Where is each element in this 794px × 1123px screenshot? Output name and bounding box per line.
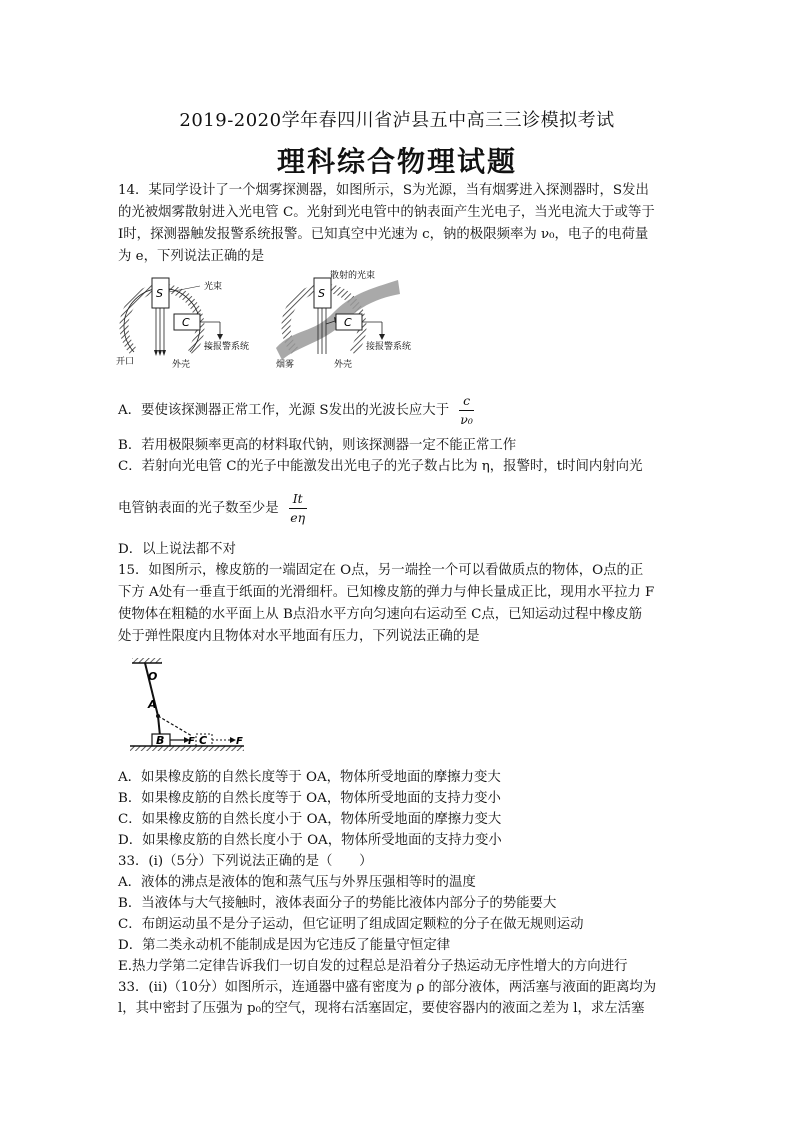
phototube-c-label: C (344, 316, 352, 329)
q14-option-d: D．以上说法都不对 (118, 542, 236, 557)
q15-line-2: 下方 A处有一垂直于纸面的光滑细杆。已知橡皮筋的弹力与伸长量成正比，现用水平拉力 F (118, 585, 655, 600)
exam-title: 2019-2020学年春四川省泸县五中高三三诊模拟考试 (179, 110, 615, 131)
q14-line-2: 的光被烟雾散射进入光电管 C。光射到光电管中的钠表面产生光电子，当光电流大于或等于 (118, 205, 655, 220)
point-c-label: C (199, 734, 208, 747)
q15-option-c: C．如果橡皮筋的自然长度小于 OA，物体所受地面的摩擦力变大 (118, 812, 502, 827)
fraction-denominator: ν₀ (460, 412, 473, 427)
q15-option-d: D．如果橡皮筋的自然长度小于 OA，物体所受地面的支持力变小 (118, 833, 502, 848)
scattered-beam-label: 散射的光束 (330, 271, 376, 281)
q33i-option-b: B．当液体与大气接触时，液体表面分子的势能比液体内部分子的势能要大 (118, 896, 557, 911)
q14-option-c-line-1: C．若射向光电管 C的光子中能激发出光电子的光子数占比为 η，报警时，t时间内射向光 (118, 459, 643, 474)
opening-label: 开口 (116, 357, 135, 367)
q33i-option-e: E.热力学第二定律告诉我们一切自发的过程总是沿着分子热运动无序性增大的方向进行 (118, 959, 628, 974)
q14-option-c-fraction (289, 492, 307, 525)
q14-line-3: I时，探测器触发报警系统报警。已知真空中光速为 c，钠的极限频率为 ν₀，电子的电荷量 (118, 227, 649, 242)
q33i-option-a: A．液体的沸点是液体的饱和蒸气压与外界压强相等时的温度 (118, 875, 476, 890)
q33ii-line-1: 33．(ii)（10分）如图所示，连通器中盛有密度为 ρ 的部分液体，两活塞与液面的距离均为 (118, 980, 657, 995)
detector-open-diagram (116, 278, 249, 370)
q14-option-a (118, 394, 474, 427)
q14-option-c-text: 电管钠表面的光子数至少是 (118, 501, 279, 516)
point-a-label: A (148, 698, 157, 711)
point-o-label: O (148, 670, 158, 683)
detector-smoke-diagram (276, 269, 411, 370)
q33i-stem: 33．(i)（5分）下列说法正确的是（ ） (118, 854, 373, 869)
q15-line-4: 处于弹性限度内且物体对水平地面有压力，下列说法正确的是 (118, 629, 480, 644)
fraction-numerator: c (459, 394, 474, 411)
force-f-label-2: F (236, 736, 243, 747)
q14-line-1: 14．某同学设计了一个烟雾探测器，如图所示，S为光源，当有烟雾进入探测器时，S发出 (118, 183, 649, 198)
smoke-detector-figure (112, 268, 432, 372)
shell-label: 外壳 (172, 360, 191, 370)
fraction-numerator: It (289, 492, 307, 509)
light-source-s-label: S (318, 287, 325, 300)
q15-line-1: 15．如图所示，橡皮筋的一端固定在 O点，另一端拴一个可以看做质点的物体，O点的正 (118, 563, 644, 578)
q33i-option-c: C．布朗运动虽不是分子运动，但它证明了组成固定颗粒的分子在做无规则运动 (118, 917, 584, 932)
q14-option-c-line-2 (118, 492, 307, 525)
shell-label: 外壳 (334, 360, 353, 370)
q14-option-a-text: A．要使该探测器正常工作，光源 S发出的光波长应大于 (118, 403, 450, 418)
q33ii-line-2: l，其中密封了压强为 p₀的空气，现将右活塞固定，要使容器内的液面之差为 l，求左活塞 (118, 1001, 645, 1016)
q14-line-4: 为 e，下列说法正确的是 (118, 249, 265, 264)
alarm-label: 接报警系统 (204, 342, 250, 352)
alarm-label: 接报警系统 (366, 342, 412, 352)
q15-option-b: B．如果橡皮筋的自然长度等于 OA，物体所受地面的支持力变小 (118, 791, 501, 806)
point-b-label: B (156, 734, 165, 747)
force-f-label-1: F (188, 736, 195, 747)
light-source-s-label: S (156, 287, 163, 300)
fraction-denominator: eη (290, 510, 306, 525)
q14-option-b: B．若用极限频率更高的材料取代钠，则该探测器一定不能正常工作 (118, 438, 517, 453)
phototube-c-label: C (182, 316, 190, 329)
q15-option-a: A．如果橡皮筋的自然长度等于 OA，物体所受地面的摩擦力变大 (118, 770, 501, 785)
smoke-label: 烟雾 (276, 360, 295, 370)
rubber-band-figure (128, 656, 248, 756)
exam-subtitle: 理科综合物理试题 (276, 145, 517, 178)
q15-line-3: 使物体在粗糙的水平面上从 B点沿水平方向匀速向右运动至 C点，已知运动过程中橡皮筋 (118, 607, 643, 622)
beam-label: 光束 (204, 282, 223, 292)
q33i-option-d: D．第二类永动机不能制成是因为它违反了能量守恒定律 (118, 938, 451, 953)
q14-option-a-fraction (459, 394, 474, 427)
